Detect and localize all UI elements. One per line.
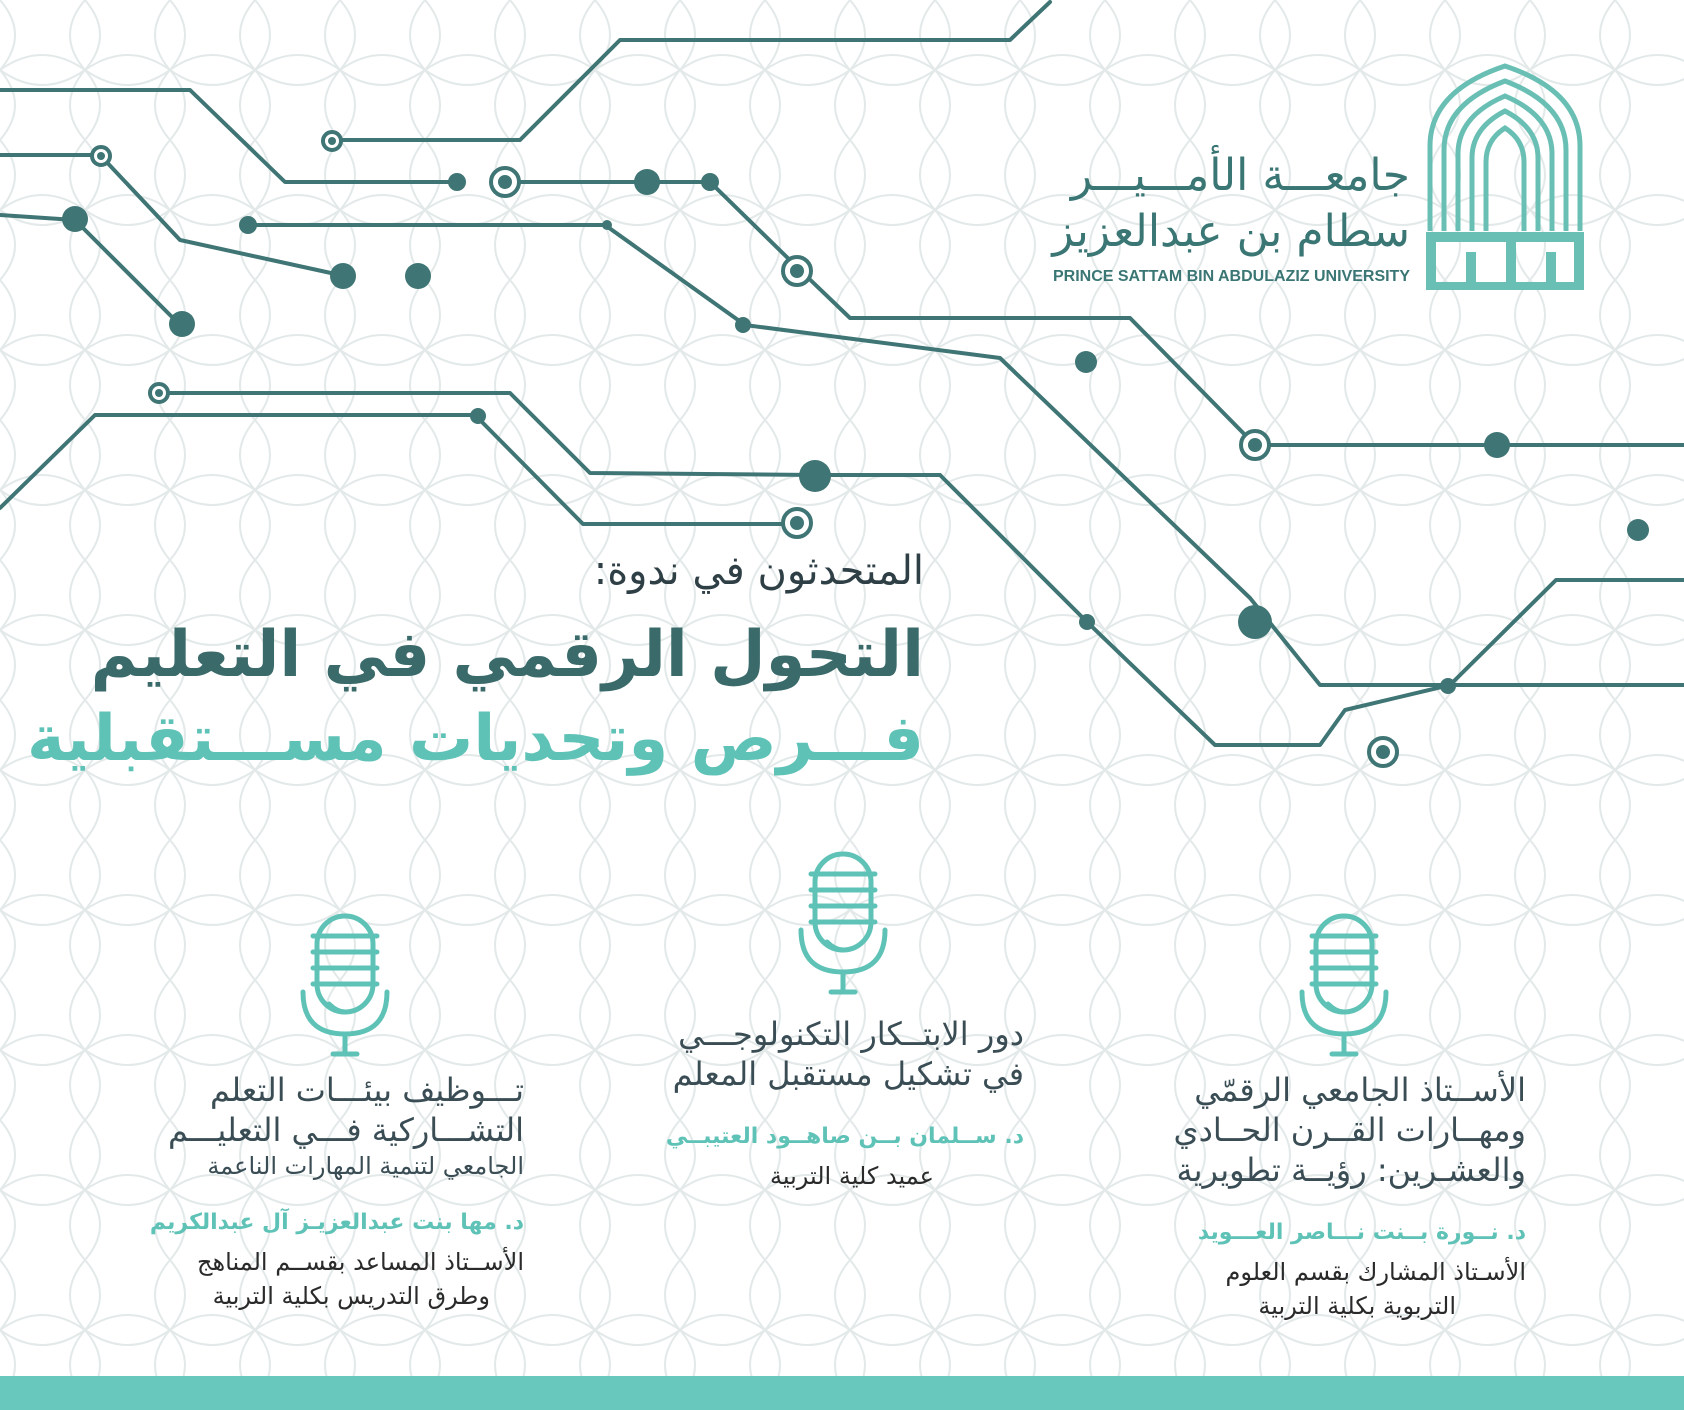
talk-topic	[104, 1070, 524, 1150]
speaker-role	[604, 1159, 1024, 1193]
seminar-intro: المتحدثون في ندوة:	[593, 548, 924, 594]
microphone-icon	[1298, 912, 1390, 1062]
topic-line: ومهــارات القــرن الحــادي	[1173, 1111, 1526, 1149]
speaker-role	[1106, 1255, 1526, 1323]
university-name-en: PRINCE SATTAM BIN ABDULAZIZ UNIVERSITY	[1052, 268, 1410, 285]
university-emblem-icon	[1420, 56, 1590, 296]
university-logo	[1052, 56, 1590, 296]
role-line: الأسـتاذ المشارك بقسم العلوم	[1225, 1258, 1526, 1286]
talk-topic	[604, 1014, 1024, 1094]
topic-line: التشـــاركية فـــي التعليـــم	[167, 1111, 524, 1149]
speaker-card	[1106, 1070, 1526, 1323]
role-line: التربوية بكلية التربية	[1258, 1292, 1456, 1320]
topic-note: الجامعي لتنمية المهارات الناعمة	[207, 1152, 524, 1180]
speaker-name: د. نــورة بــنت نـــاصر العـــويد	[1197, 1220, 1526, 1245]
talk-topic	[1106, 1070, 1526, 1190]
topic-line: دور الابتــكار التكنولوجـــي	[678, 1015, 1024, 1053]
bottom-band	[0, 1376, 1684, 1410]
university-name-ar-line2: سطام بن عبدالعزيز	[1052, 206, 1410, 257]
speaker-name: د. ســلمان بــن صاهــود العتيبــي	[665, 1124, 1024, 1149]
topic-line: في تشكيل مستقبل المعلم	[672, 1055, 1024, 1093]
topic-line: الأســتاذ الجامعي الرقمّي	[1194, 1071, 1526, 1109]
topic-line: تـــوظيف بيئـــات التعلم	[210, 1071, 524, 1109]
seminar-subtitle: فـــرص وتحديات مســـتقبلية	[26, 702, 924, 776]
speaker-card	[604, 1014, 1024, 1193]
seminar-title: التحول الرقمي في التعليم	[90, 618, 924, 692]
speaker-role	[104, 1245, 524, 1313]
microphone-icon	[797, 850, 889, 1000]
speaker-name: د. مها بنت عبدالعزيـز آل عبدالكريم	[149, 1210, 524, 1235]
university-name-ar-line1: جامعـــة الأمـــيـــر	[1070, 150, 1410, 201]
microphone-icon	[299, 912, 391, 1062]
role-line: عميد كلية التربية	[769, 1162, 934, 1190]
topic-line: والعشـرين: رؤيــة تطويرية	[1176, 1151, 1526, 1189]
role-line: وطرق التدريس بكلية التربية	[212, 1282, 490, 1310]
role-line: الأســتاذ المساعد بقســم المناهج	[197, 1248, 524, 1276]
speaker-card	[104, 1070, 524, 1313]
